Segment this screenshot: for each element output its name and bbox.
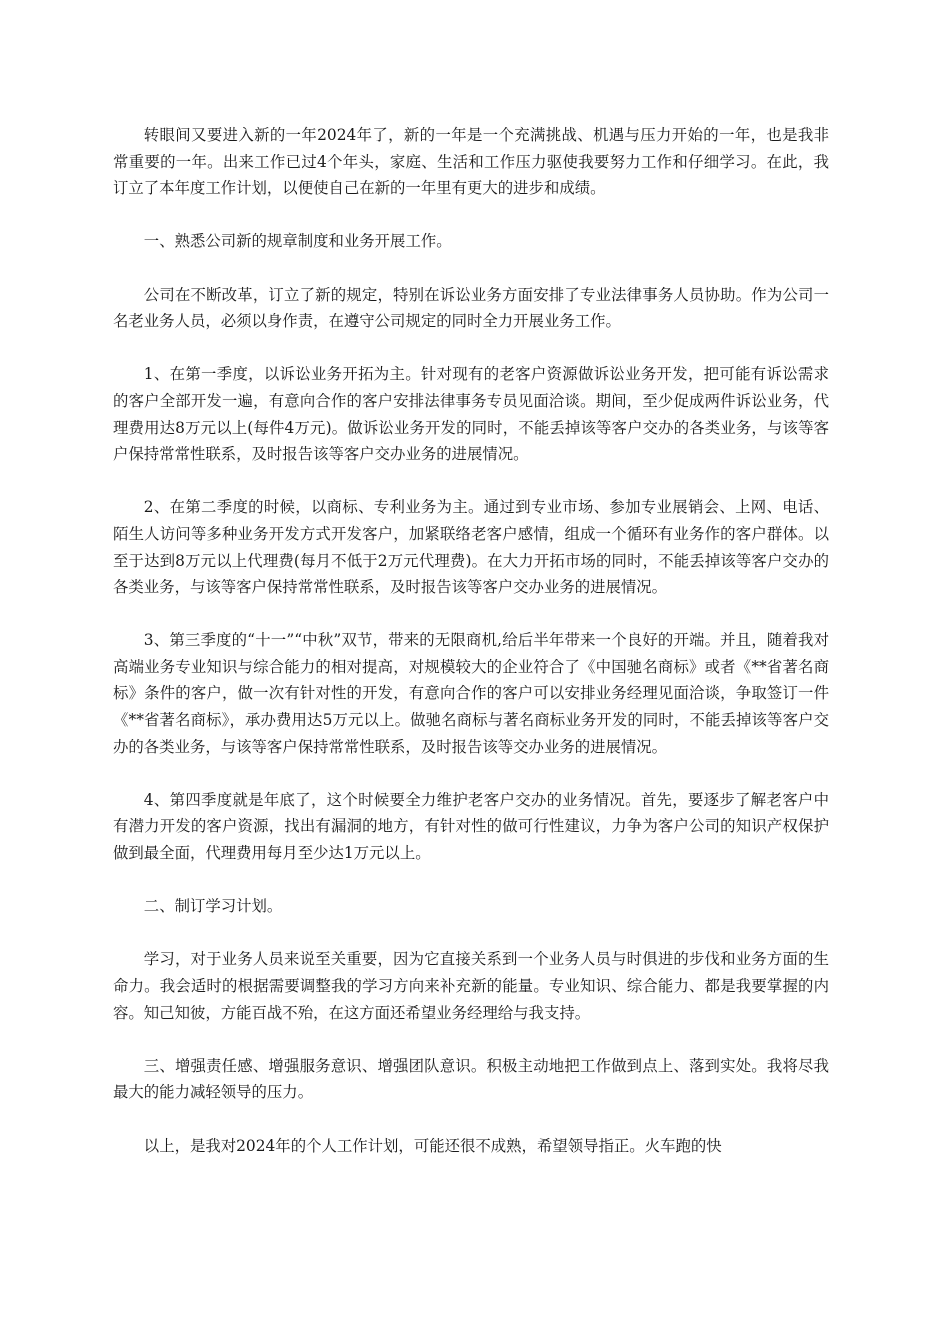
document-body xyxy=(113,122,829,1186)
intro-paragraph: 转眼间又要进入新的一年2024年了，新的一年是一个充满挑战、机遇与压力开始的一年，也是我非常重要的一年。出来工作已过4个年头，家庭、生活和工作压力驱使我要努力工作和仔细学习。在此，我订立了本年度工作计划，以便使自己在新的一年里有更大的进步和成绩。 xyxy=(113,126,829,198)
closing-paragraph: 以上，是我对2024年的个人工作计划，可能还很不成熟，希望领导指正。火车跑的快 xyxy=(143,1136,722,1155)
study-plan-paragraph: 学习，对于业务人员来说至关重要，因为它直接关系到一个业务人员与时俱进的步伐和业务方面的生命力。我会适时的根据需要调整我的学习方向来补充新的能量。专业知识、综合能力、都是我要掌握的内容。知己知彼，方能百战不殆，在这方面还希望业务经理给与我支持。 xyxy=(113,950,829,1022)
body-paragraph: 公司在不断改革，订立了新的规定，特别在诉讼业务方面安排了专业法律事务人员协助。作为公司一名老业务人员，必须以身作责，在遵守公司规定的同时全力开展业务工作。 xyxy=(113,285,829,331)
section-heading-2: 二、制订学习计划。 xyxy=(143,897,283,916)
quarter-3-paragraph: 3、第三季度的“十一”“中秋”双节，带来的无限商机,给后半年带来一个良好的开端。并且，随着我对高端业务专业知识与综合能力的相对提高，对规模较大的企业符合了《中国驰名商标》或者《**省著名商标》条件的客户，做一次有针对性的开发，有意向合作的客户可以安排业务经理见面洽谈，争取签订一件《**省著名商标》，承办费用达5万元以上。做驰名商标与著名商标业务开发的同时，不能丢掉该等客户交办的各类业务，与该等客户保持常常性联系，及时报告该等交办业务的进展情况。 xyxy=(113,631,829,756)
quarter-2-paragraph: 2、在第二季度的时候，以商标、专利业务为主。通过到专业市场、参加专业展销会、上网、电话、陌生人访问等多种业务开发方式开发客户，加紧联络老客户感情，组成一个循环有业务作的客户群体。以至于达到8万元以上代理费(每月不低于2万元代理费)。在大力开拓市场的同时，不能丢掉该等客户交办的各类业务，与该等客户保持常常性联系，及时报告该等客户交办业务的进展情况。 xyxy=(113,498,829,597)
quarter-4-paragraph: 4、第四季度就是年底了，这个时候要全力维护老客户交办的业务情况。首先，要逐步了解老客户中有潜力开发的客户资源，找出有漏洞的地方，有针对性的做可行性建议，力争为客户公司的知识产权保护做到最全面，代理费用每月至少达1万元以上。 xyxy=(113,790,829,863)
section-heading-3: 三、增强责任感、增强服务意识、增强团队意识。积极主动地把工作做到点上、落到实处。我将尽我最大的能力减轻领导的压力。 xyxy=(113,1056,829,1102)
section-heading-1: 一、熟悉公司新的规章制度和业务开展工作。 xyxy=(143,232,452,251)
quarter-1-paragraph: 1、在第一季度，以诉讼业务开拓为主。针对现有的老客户资源做诉讼业务开发，把可能有诉讼需求的客户全部开发一遍，有意向合作的客户安排法律事务专员见面洽谈。期间，至少促成两件诉讼业务，代理费用达8万元以上(每件4万元)。做诉讼业务开发的同时，不能丢掉该等客户交办的各类业务，与该等客户保持常常性联系，及时报告该等客户交办业务的进展情况。 xyxy=(113,365,829,464)
